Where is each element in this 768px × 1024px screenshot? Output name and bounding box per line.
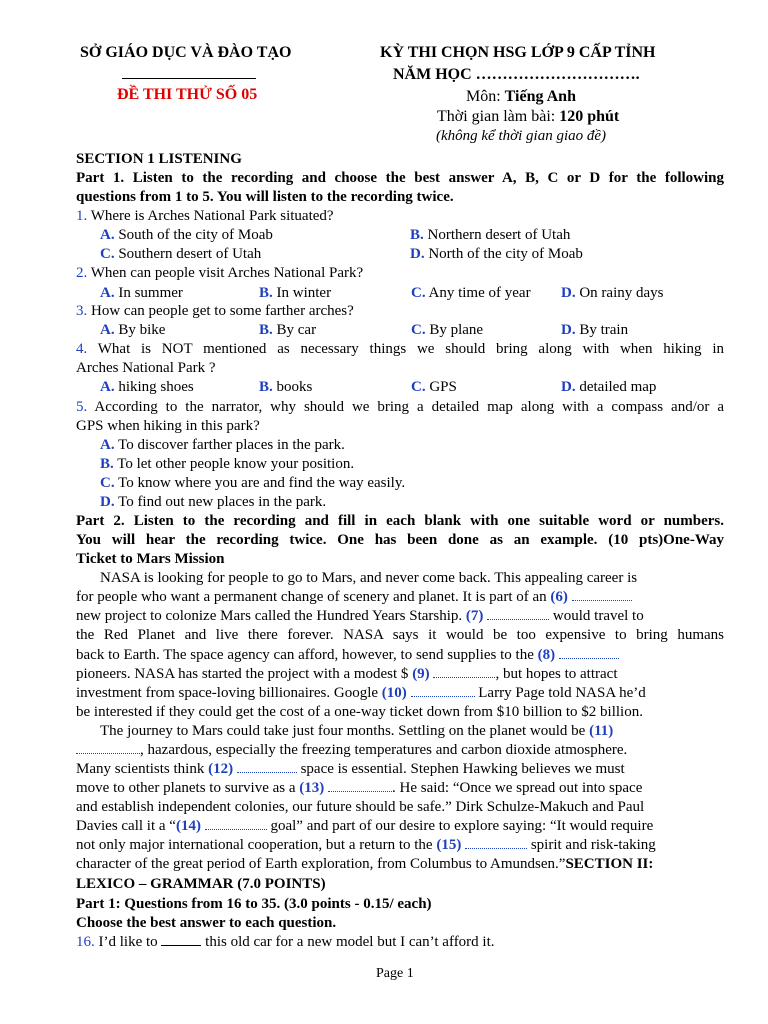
passage-line-2: for people who want a permanent change of scenery and planet. It is part of an (6) [76, 588, 724, 606]
passage-title: Ticket to Mars Mission [76, 551, 225, 567]
passage-line-10: , hazardous, especially the freezing temperatures and carbon dioxide atmosphere. [76, 741, 724, 759]
header-divider [122, 78, 256, 79]
question-1: 1. Where is Arches National Park situated? [76, 208, 334, 224]
blank-15[interactable] [465, 836, 527, 849]
blank-14[interactable] [205, 817, 267, 830]
q4-option-c[interactable]: C. GPS [411, 379, 457, 395]
question-4: 4. What is NOT mentioned as necessary things we should bring along with when hiking in [76, 341, 724, 357]
q5-option-c[interactable]: C. To know where you are and find the way easily. [100, 475, 406, 491]
part-1-instruction: Part 1. Listen to the recording and choose the best answer A, B, C or D for the following [76, 170, 724, 186]
q3-option-a[interactable]: A. By bike [100, 322, 166, 338]
time-note: (không kể thời gian giao đề) [436, 128, 607, 144]
q1-option-d[interactable]: D. North of the city of Moab [410, 246, 583, 262]
part-2-instruction: Part 2. Listen to the recording and fill in each blank with one suitable word or numbers. [76, 513, 724, 529]
q1-option-c[interactable]: C. Southern desert of Utah [100, 246, 262, 262]
part-2-instruction-cont: You will hear the recording twice. One has been done as an example. (10 pts)One-Way [76, 532, 724, 548]
q4-option-d[interactable]: D. detailed map [561, 379, 657, 395]
education-department: SỞ GIÁO DỤC VÀ ĐÀO TẠO [80, 44, 292, 61]
blank-10[interactable] [411, 684, 475, 697]
passage-line-16: character of the great period of Earth exploration, from Columbus to Amundsen.”SECTION II: [76, 856, 654, 872]
q3-option-b[interactable]: B. By car [259, 322, 317, 338]
exam-title: KỲ THI CHỌN HSG LỚP 9 CẤP TỈNH [380, 44, 656, 61]
exam-code: ĐỀ THI THỬ SỐ 05 [117, 86, 258, 103]
blank-11[interactable] [76, 741, 140, 754]
q2-option-b[interactable]: B. In winter [259, 285, 332, 301]
q1-option-a[interactable]: A. South of the city of Moab [100, 227, 273, 243]
section-2-label: SECTION II: [565, 856, 654, 872]
subject-line: Môn: Tiếng Anh [466, 88, 576, 105]
q2-option-d[interactable]: D. On rainy days [561, 285, 664, 301]
passage-line-15: not only major international cooperation, but a return to the (15) spirit and risk-taking [76, 837, 656, 853]
part-1-instruction-cont: questions from 1 to 5. You will listen to the recording twice. [76, 189, 454, 205]
passage-line-5: back to Earth. The space agency can afford, however, to send supplies to the (8) [76, 646, 724, 664]
question-4-cont: Arches National Park ? [76, 360, 216, 376]
passage-line-4: the Red Planet and live there forever. NASA says it would be too expensive to bring humans [76, 627, 724, 643]
question-16: 16. I’d like to this old car for a new model but I can’t afford it. [76, 934, 495, 950]
blank-12[interactable] [237, 760, 297, 773]
passage-line-12: move to other planets to survive as a (13) . He said: “Once we spread out into space [76, 780, 643, 796]
time-line: Thời gian làm bài: 120 phút [437, 108, 620, 125]
q5-option-b[interactable]: B. To let other people know your position. [100, 456, 355, 472]
section-2-part-1: Part 1: Questions from 16 to 35. (3.0 points - 0.15/ each) [76, 896, 432, 912]
passage-line-3: new project to colonize Mars called the Hundred Years Starship. (7) would travel to [76, 608, 644, 624]
passage-line-9: The journey to Mars could take just four months. Settling on the planet would be (11) [100, 723, 614, 739]
blank-6[interactable] [572, 588, 632, 601]
question-5-cont: GPS when hiking in this park? [76, 418, 260, 434]
passage-line-13: and establish independent colonies, our future should be safe.” Dirk Schulze-Makuch and Paul [76, 799, 645, 815]
passage-line-8: be interested if they could get the cost of a one-way ticket down from $10 billion to $2 billion. [76, 704, 643, 720]
section-1-title: SECTION 1 LISTENING [76, 151, 242, 167]
q4-option-b[interactable]: B. books [259, 379, 313, 395]
passage-line-14: Davies call it a “(14) goal” and part of our desire to explore saying: “It would require [76, 818, 654, 834]
section-2-instruction: Choose the best answer to each question. [76, 915, 337, 931]
q3-option-d[interactable]: D. By train [561, 322, 629, 338]
q4-option-a[interactable]: A. hiking shoes [100, 379, 194, 395]
q2-option-c[interactable]: C. Any time of year [411, 285, 531, 301]
blank-9[interactable] [433, 665, 495, 678]
passage-line-6: pioneers. NASA has started the project with a modest $ (9) , but hopes to attract [76, 666, 618, 682]
q5-option-a[interactable]: A. To discover farther places in the park. [100, 437, 345, 453]
blank-16[interactable] [161, 933, 201, 946]
q1-option-b[interactable]: B. Northern desert of Utah [410, 227, 571, 243]
blank-7[interactable] [487, 607, 549, 620]
passage-line-7: investment from space-loving billionaires. Google (10) Larry Page told NASA he’d [76, 685, 646, 701]
blank-13[interactable] [328, 779, 392, 792]
section-2-title: LEXICO – GRAMMAR (7.0 POINTS) [76, 876, 326, 892]
school-year: NĂM HỌC …………………………. [393, 66, 640, 83]
q5-option-d[interactable]: D. To find out new places in the park. [100, 494, 327, 510]
passage-line-1: NASA is looking for people to go to Mars, and never come back. This appealing career is [100, 570, 638, 586]
q2-option-a[interactable]: A. In summer [100, 285, 183, 301]
question-3: 3. How can people get to some farther arches? [76, 303, 354, 319]
passage-line-11: Many scientists think (12) space is essential. Stephen Hawking believes we must [76, 761, 625, 777]
q3-option-c[interactable]: C. By plane [411, 322, 484, 338]
page-number: Page 1 [376, 966, 414, 981]
blank-8[interactable] [559, 646, 619, 659]
question-5: 5. According to the narrator, why should we bring a detailed map along with a compass and/or a [76, 399, 724, 415]
question-2: 2. When can people visit Arches National Park? [76, 265, 364, 281]
